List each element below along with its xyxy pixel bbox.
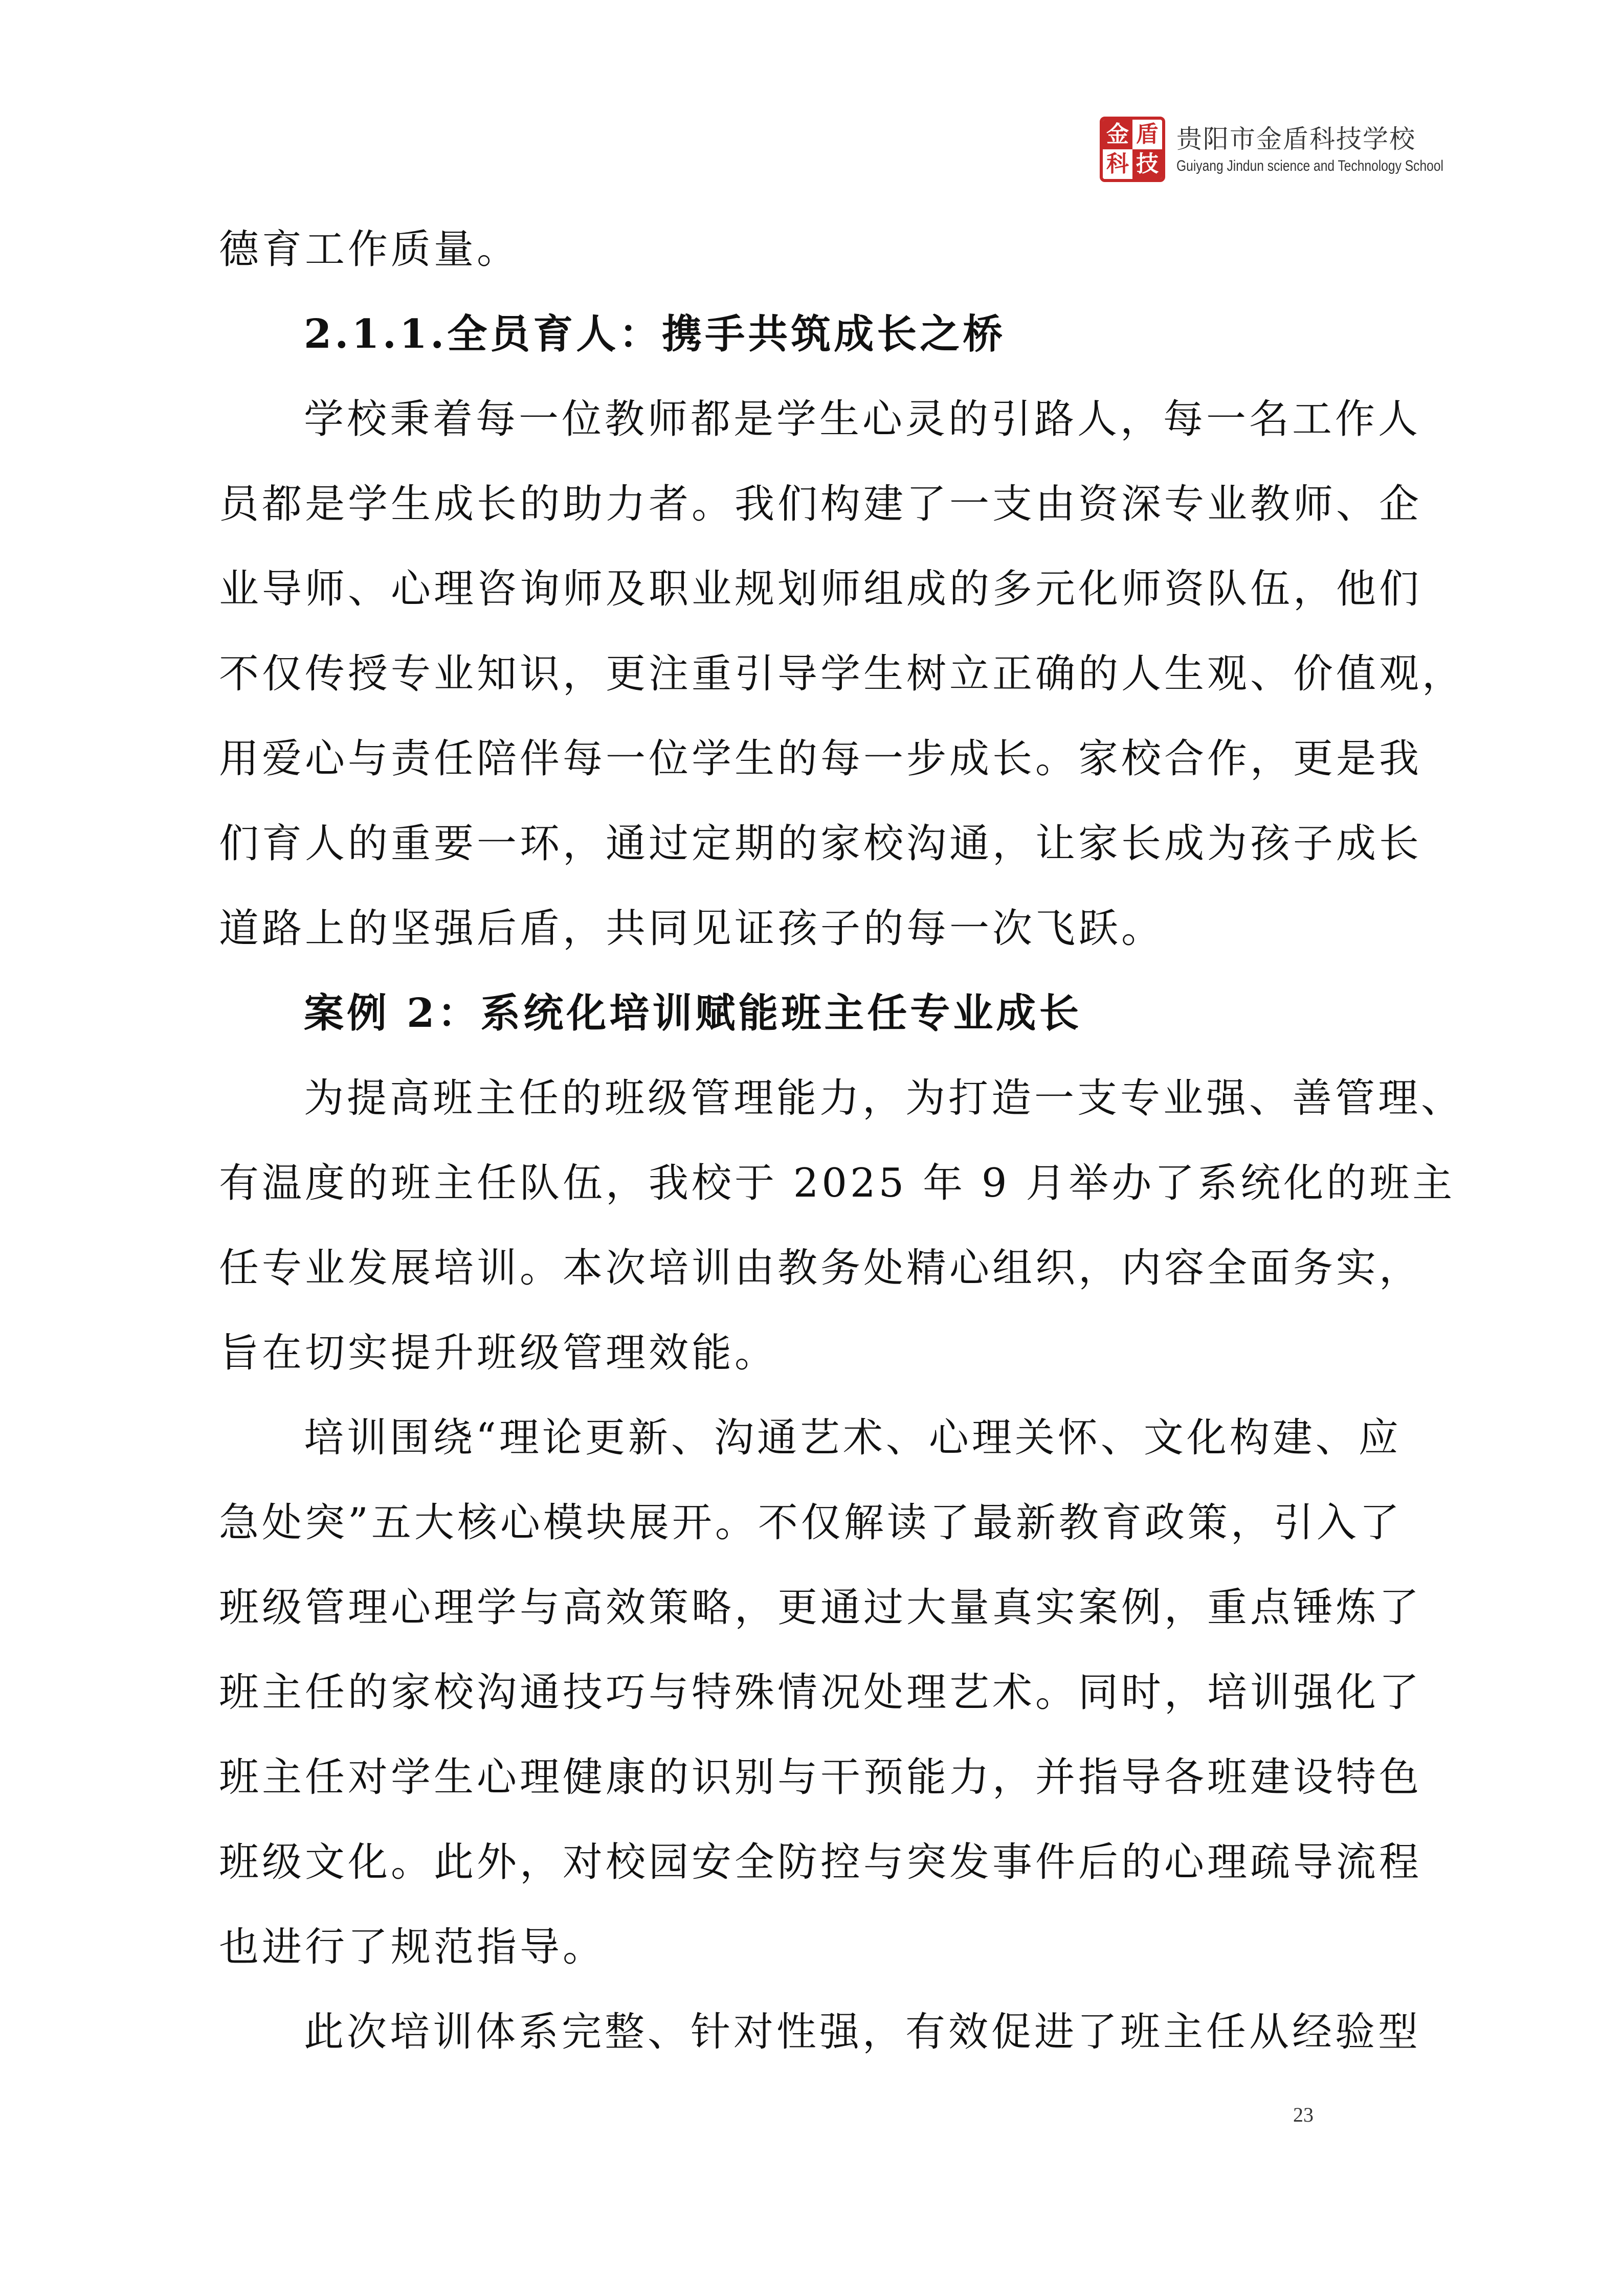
text-line: 旨在切实提升班级管理效能。 [219,1330,778,1376]
text-line: 班级管理心理学与高效策略，更通过大量真实案例，重点锤炼了 [219,1585,1422,1631]
text-line: 此次培训体系完整、针对性强，有效促进了班主任从经验型 [304,2009,1421,2055]
text-line: 急处突”五大核心模块展开。不仅解读了最新教育政策，引入了 [219,1500,1403,1546]
text-line: 员都是学生成长的助力者。我们构建了一支由资深专业教师、企 [219,481,1422,527]
text-line: 有温度的班主任队伍，我校于 2025 年 9 月举办了系统化的班主 [219,1160,1456,1206]
text-line: 道路上的坚强后盾，共同见证孩子的每一次飞跃。 [219,906,1165,952]
seal-char: 科 [1103,149,1132,179]
page-number: 23 [1293,2103,1314,2126]
text-line: 不仅传授专业知识，更注重引导学生树立正确的人生观、价值观， [219,651,1465,697]
body-text [219,207,1465,2075]
text-line: 任专业发展培训。本次培训由教务处精心组织，内容全面务实， [219,1245,1422,1291]
text-line: 用爱心与责任陪伴每一位学生的每一步成长。家校合作，更是我 [219,736,1422,782]
section-heading: 2.1.1.全员育人：携手共筑成长之桥 [304,311,1006,357]
text-line: 班主任对学生心理健康的识别与干预能力，并指导各班建设特色 [219,1754,1422,1800]
school-name-cn: 贵阳市金盾科技学校 [1176,124,1416,154]
text-line: 学校秉着每一位教师都是学生心灵的引路人，每一名工作人 [304,396,1421,442]
text-line: 也进行了规范指导。 [219,1924,606,1970]
seal-char: 技 [1132,149,1162,179]
seal-char: 金 [1103,120,1132,149]
school-header [1100,117,1488,188]
text-line: 班级文化。此外，对校园安全防控与突发事件后的心理疏导流程 [219,1839,1422,1885]
case-heading: 案例 2：系统化培训赋能班主任专业成长 [304,990,1082,1037]
text-line: 班主任的家校沟通技巧与特殊情况处理艺术。同时，培训强化了 [219,1670,1422,1716]
text-line: 业导师、心理咨询师及职业规划师组成的多元化师资队伍，他们 [219,566,1422,612]
text-line: 为提高班主任的班级管理能力，为打造一支专业强、善管理、 [304,1075,1464,1121]
school-logo-seal [1100,117,1165,182]
text-line: 们育人的重要一环，通过定期的家校沟通，让家长成为孩子成长 [219,821,1422,867]
seal-char: 盾 [1132,120,1162,149]
text-line: 德育工作质量。 [219,227,520,273]
school-name-en: Guiyang Jindun science and Technology School [1176,157,1443,174]
text-line: 培训围绕“理论更新、沟通艺术、心理关怀、文化构建、应 [304,1415,1401,1461]
